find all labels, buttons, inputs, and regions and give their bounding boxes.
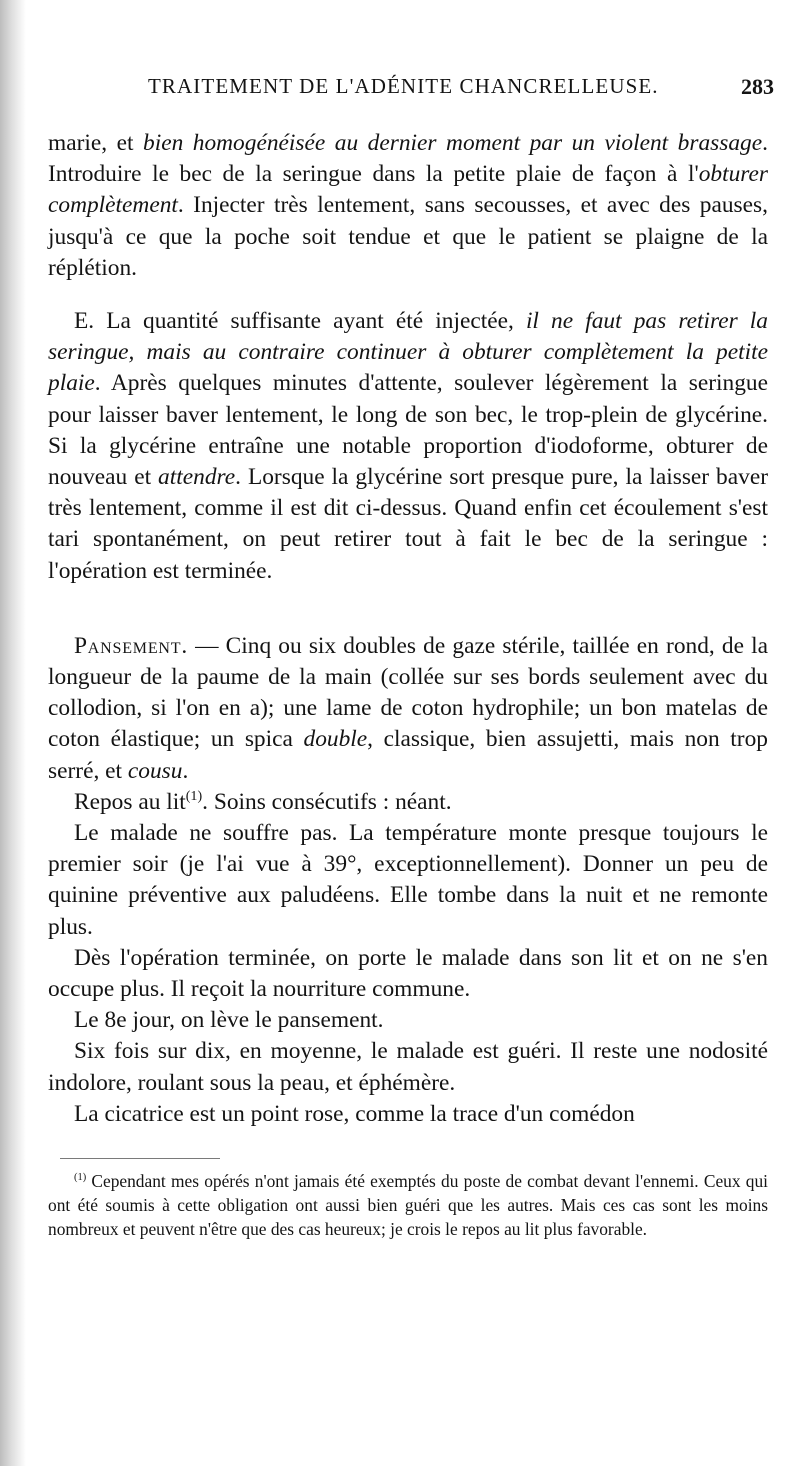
paragraph-after-operation: Dès l'opération terminée, on porte le malade dans son lit et on ne s'en occupe plus. Il reçoit la nourriture commune. [48, 944, 768, 1003]
text-run: Repos au lit [74, 788, 186, 815]
paragraph-injection-end [48, 128, 768, 284]
text-run: , classique, bien assujetti, mais non trop serré, et [48, 726, 768, 784]
text-run: E. La quantité suffisante ayant été injectée, [74, 308, 526, 335]
paragraph-pansement [48, 631, 768, 787]
footnote-reference: (1) [185, 788, 203, 805]
footnote-marker: (1) [74, 1172, 87, 1184]
text-run: . Lorsque la glycérine sort presque pure, la laisser baver très lentement, comme il est dit ci-dessus. Quand enfin cet écoulement s'est tari spontanément, on peut retirer tout à fait le bec de la seringue : l'opération est terminée. [48, 464, 768, 584]
italic-run: attendre [158, 464, 236, 491]
italic-run: cousu [127, 757, 183, 784]
footnote-divider [60, 1158, 220, 1159]
section-label: Pansement. [74, 632, 188, 659]
page-header [148, 74, 774, 110]
paragraph-repos [48, 787, 768, 818]
footnote-text: Cependant mes opérés n'ont jamais été exemptés du poste de combat devant l'ennemi. Ceux qui ont été soumis à cette obligation ont aussi bien guéri que les autres. Mais ces cas sont les moins nombreux et peuvent n'être que des cas heureux; je crois le repos au lit plus favorable. [48, 1171, 768, 1240]
text-run: . Introduire le bec de la seringue dans la petite plaie de façon à l' [48, 130, 768, 188]
text-run: . Injecter très lentement, sans secousses, et avec des pauses, jusqu'à ce que la poche soit tendue et que le patient se plaigne de la réplétion. [48, 192, 768, 281]
running-title: TRAITEMENT DE L'ADÉNITE CHANCRELLEUSE. [148, 74, 659, 98]
footnote [48, 1169, 768, 1241]
paragraph-results: Six fois sur dix, en moyenne, le malade est guéri. Il reste une nodosité indolore, roulant sous la peau, et éphémère. [48, 1038, 768, 1096]
paragraph-eighth-day: Le 8e jour, on lève le pansement. [74, 1007, 384, 1034]
text-run: — Cinq ou six doubles de gaze stérile, taillée en rond, de la longueur de la paume de la main (collée sur ses bords seulement avec du collodion, si l'on en a); une lame de coton hydrophile; un bon matelas de coton élastique; un spica [48, 632, 768, 753]
text-run: marie, et [48, 130, 143, 156]
text-run: . Soins consécutifs : néant. [202, 788, 452, 815]
paragraph-step-e [48, 306, 768, 587]
text-run: . Après quelques minutes d'attente, soulever légèrement la seringue pour laisser baver lentement, le long de son bec, le trop-plein de glycérine. Si la glycérine entraîne une notable proportion d'iodoforme, obturer de nouveau et [48, 370, 768, 491]
paragraph-scar: La cicatrice est un point rose, comme la trace d'un comédon [74, 1100, 635, 1127]
paragraph-temperature: Le malade ne souffre pas. La température monte presque toujours le premier soir (je l'ai vue à 39°, exceptionnellement). Donner un peu de quinine préventive aux paludéens. Elle tombe dans la nuit et ne remonte plus. [48, 820, 768, 940]
page-body [48, 128, 768, 1241]
italic-run: il ne faut pas retirer la seringue, mais au contraire continuer à obturer complètement la petite plaie [48, 308, 768, 397]
page-number: 283 [741, 74, 774, 99]
italic-run: bien homogénéisée au dernier moment par un violent brassage [143, 130, 763, 156]
italic-run: double [303, 726, 368, 753]
text-run: . [182, 757, 189, 784]
italic-run: obturer complètement [48, 161, 768, 219]
